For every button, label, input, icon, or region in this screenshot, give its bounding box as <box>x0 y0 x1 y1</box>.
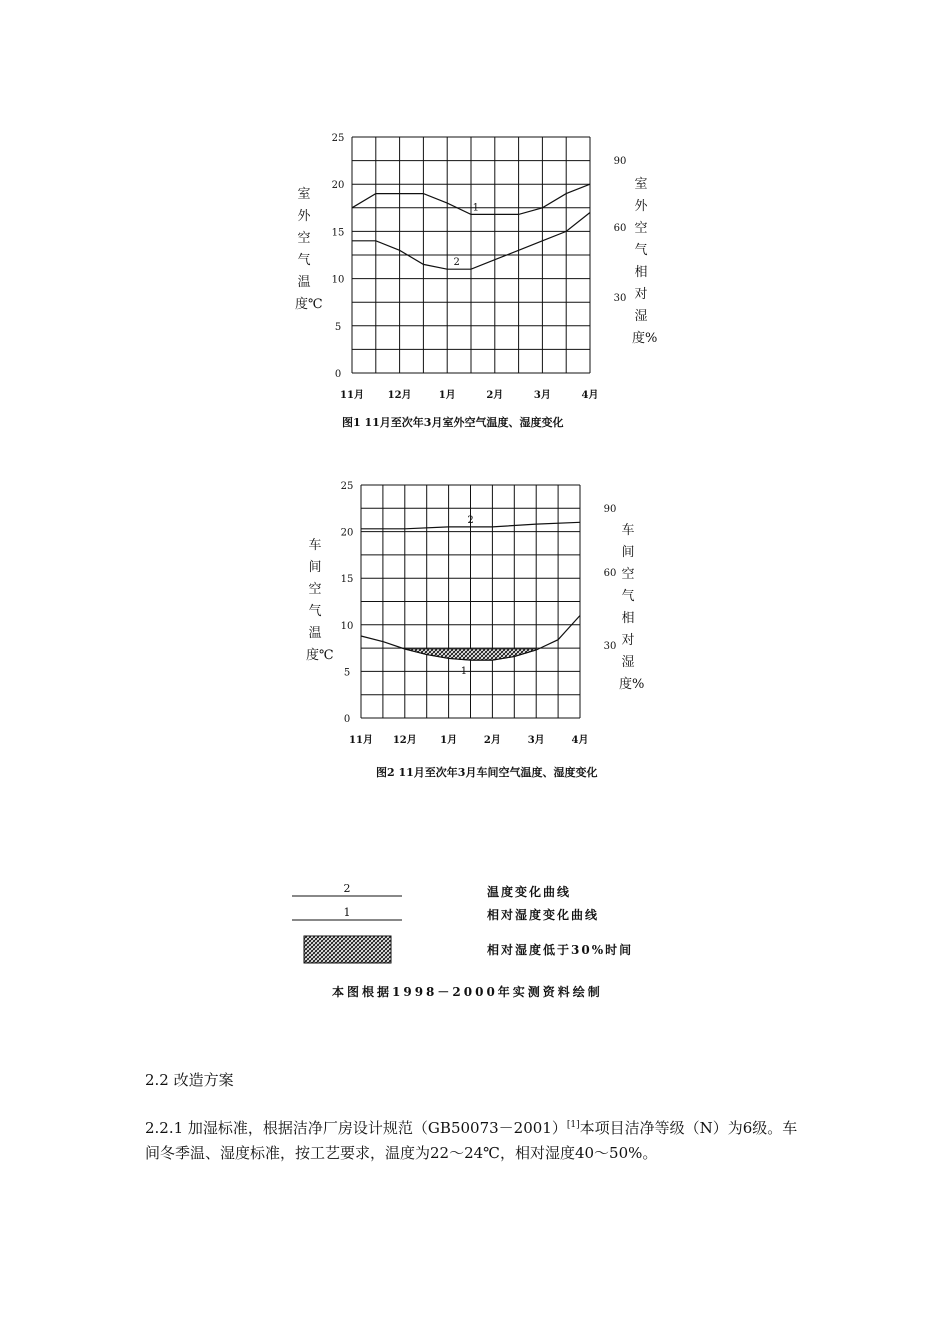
figure2-y-right-label: 车间空气相对湿度% <box>619 523 645 692</box>
y-left-tick-label: 5 <box>343 667 351 679</box>
y-right-tick-label: 90 <box>613 156 627 167</box>
x-tick-label: 1月 <box>438 390 456 401</box>
x-tick-label: 4月 <box>571 735 589 746</box>
chart-grid <box>352 137 590 373</box>
x-tick-label: 3月 <box>527 735 545 746</box>
legend-graphics <box>0 875 950 975</box>
x-tick-label: 11月 <box>349 735 373 746</box>
legend-text-low-humidity: 相对湿度低于30%时间 <box>487 943 634 957</box>
figure1-y-left-label: 室外空气温度℃ <box>295 187 323 312</box>
section-paragraph <box>145 1113 805 1166</box>
legend-text-temperature: 温度变化曲线 <box>487 885 572 899</box>
figure2-y-left-label: 车间空气温度℃ <box>306 538 334 663</box>
legend-key-2: 2 <box>343 882 351 895</box>
y-right-tick-label: 30 <box>603 641 617 652</box>
x-tick-label: 3月 <box>533 390 551 401</box>
y-left-tick-label: 15 <box>331 227 345 239</box>
y-left-tick-label: 25 <box>340 481 354 492</box>
reference-marker: [1] <box>566 1120 580 1130</box>
curve-label-2: 2 <box>453 257 460 269</box>
curve-label-1: 1 <box>472 202 479 214</box>
x-tick-label: 2月 <box>486 390 504 401</box>
paragraph-suffix: 本项目洁净等级（N）为6级。车间冬季温、湿度标准，按工艺要求，温度为22～24℃，相对湿度40～50%。 <box>145 1119 798 1162</box>
y-right-tick-label: 60 <box>603 568 617 579</box>
y-left-tick-label: 5 <box>334 321 342 333</box>
legend-hatch-swatch <box>304 936 391 963</box>
section-title: 2.2 改造方案 <box>145 1071 234 1089</box>
figure1-caption: 图1 11月至次年3月室外空气温度、湿度变化 <box>342 416 564 429</box>
y-left-tick-label: 25 <box>331 133 345 144</box>
curve-label-1: 1 <box>460 666 468 678</box>
figure2-caption: 图2 11月至次年3月车间空气温度、湿度变化 <box>376 766 598 779</box>
y-right-tick-label: 60 <box>613 223 627 234</box>
y-left-tick-label: 20 <box>340 527 354 539</box>
legend-text-humidity: 相对湿度变化曲线 <box>487 908 600 922</box>
paragraph-prefix: 2.2.1 加湿标准，根据洁净厂房设计规范（GB50073－2001） <box>145 1119 567 1137</box>
x-tick-label: 12月 <box>387 390 412 401</box>
x-tick-label: 2月 <box>483 735 501 746</box>
legend-note: 本图根据1998－2000年实测资料绘制 <box>332 985 603 999</box>
y-right-tick-label: 30 <box>613 293 627 304</box>
y-left-tick-label: 15 <box>340 574 354 586</box>
x-tick-label: 11月 <box>340 390 364 401</box>
legend-key-1: 1 <box>343 906 351 919</box>
figure1-chart <box>0 120 950 520</box>
y-left-tick-label: 10 <box>331 274 345 286</box>
figure2-chart <box>0 470 950 770</box>
figure1-y-right-label: 室外空气相对湿度% <box>632 177 658 346</box>
curve-label-2: 2 <box>467 514 474 526</box>
x-tick-label: 4月 <box>581 390 599 401</box>
y-left-tick-label: 20 <box>331 180 345 192</box>
y-left-tick-label: 0 <box>343 714 351 725</box>
y-left-tick-label: 0 <box>334 369 342 380</box>
y-right-tick-label: 90 <box>603 504 617 515</box>
y-left-tick-label: 10 <box>340 620 354 632</box>
x-tick-label: 1月 <box>440 735 458 746</box>
x-tick-label: 12月 <box>392 735 417 746</box>
